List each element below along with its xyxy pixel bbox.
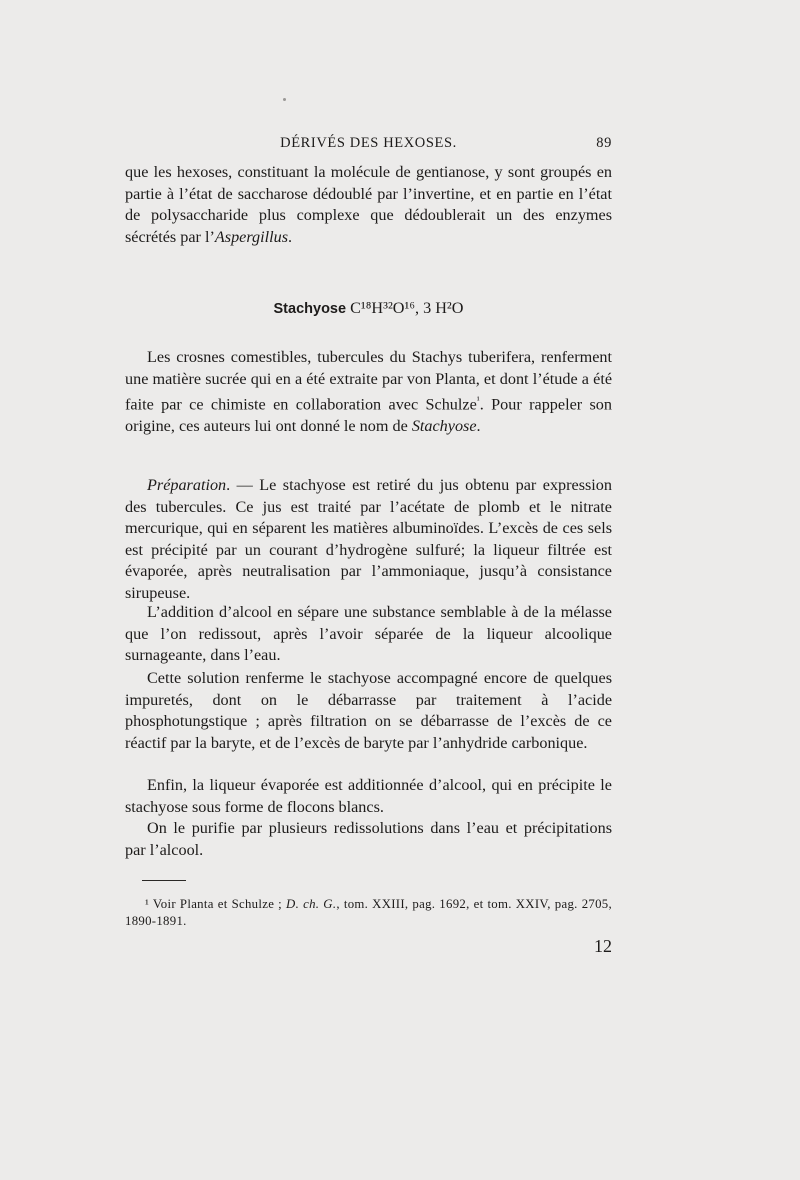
footnote — [125, 896, 612, 930]
page-number: 89 — [596, 135, 612, 151]
running-title: DÉRIVÉS DES HEXOSES. — [280, 135, 457, 151]
text-run: . — [288, 227, 293, 246]
ink-speck — [283, 98, 286, 101]
text-run: . — Le stachyose est retiré du jus obtenu par expression des tubercules. Ce jus est traité par l’acétate de plomb et le nitrate mercurique, qui en séparent les matières albuminoïdes. L’excès de ces sels est précipité par un courant d’hydrogène sulfuré; la liqueur filtrée est évaporée, après neutralisation par l’ammoniaque, jusqu’à consistance sirupeuse. — [125, 476, 612, 602]
paragraph-solution: Cette solution renferme le stachyose accompagné encore de quelques impuretés, dont on le débarrasse par traitement à l’acide phosphotungstique ; après filtration on se débarrasse de l’excès de ce réactif par la baryte, et de l’excès de baryte par l’anhydride carbonique. — [125, 669, 612, 752]
footnote-mark: ¹ — [145, 897, 150, 911]
text-run: Voir Planta et Schulze ; — [149, 897, 287, 911]
heading-formula: C¹⁸H³²O¹⁶, 3 H²O — [350, 299, 464, 317]
italic-term: Aspergillus — [214, 227, 289, 246]
text-run: . — [476, 416, 481, 435]
paragraph-alcohol: L’addition d’alcool en sépare une substance semblable à de la mélasse que l’on redissout, après l’avoir séparée de la liqueur alcoolique surnageante, dans l’eau. — [125, 603, 612, 664]
text-run: que les hexoses, constituant la molécule de gentianose, y sont groupés en partie à l’état de saccharose dédoublé par l’invertine, et en partie en l’état de polysaccharide plus complexe que dédoublerait un des enzymes sécrétés par l’ — [125, 163, 612, 246]
paragraph-gentianose — [125, 162, 612, 248]
paragraph-preparation — [125, 475, 612, 604]
heading-name: Stachyose — [273, 301, 347, 317]
footnote-reference: ¹ — [476, 395, 480, 406]
paragraph-intro — [125, 347, 612, 437]
section-heading — [125, 297, 612, 320]
footnote-rule — [142, 880, 186, 881]
italic-term: Stachyose — [411, 416, 477, 435]
paragraph-precipitation: Enfin, la liqueur évaporée est additionnée d’alcool, qui en précipite le stachyose sous forme de flocons blancs. — [125, 776, 612, 816]
italic-term: D. ch. G. — [286, 897, 337, 911]
signature-mark: 12 — [594, 936, 612, 956]
text-run: Les crosnes comestibles, tubercules du Stachys tuberifera, renferment une matière sucrée qui en a été extraite par von Planta, et dont l’étude a été faite par ce chimiste en collaboration avec Schulze — [125, 348, 612, 414]
italic-term: Préparation — [147, 476, 227, 494]
paragraph-purification: On le purifie par plusieurs redissolutions dans l’eau et précipitations par l’alcool. — [125, 819, 612, 859]
text-run: , tom. XXIII, pag. 1692, et tom. XXIV, pag. 2705, 1890-1891. — [125, 897, 612, 928]
text-run: . Pour rappeler son origine, ces auteurs lui ont donné le nom de — [125, 395, 612, 435]
running-header — [125, 135, 612, 157]
